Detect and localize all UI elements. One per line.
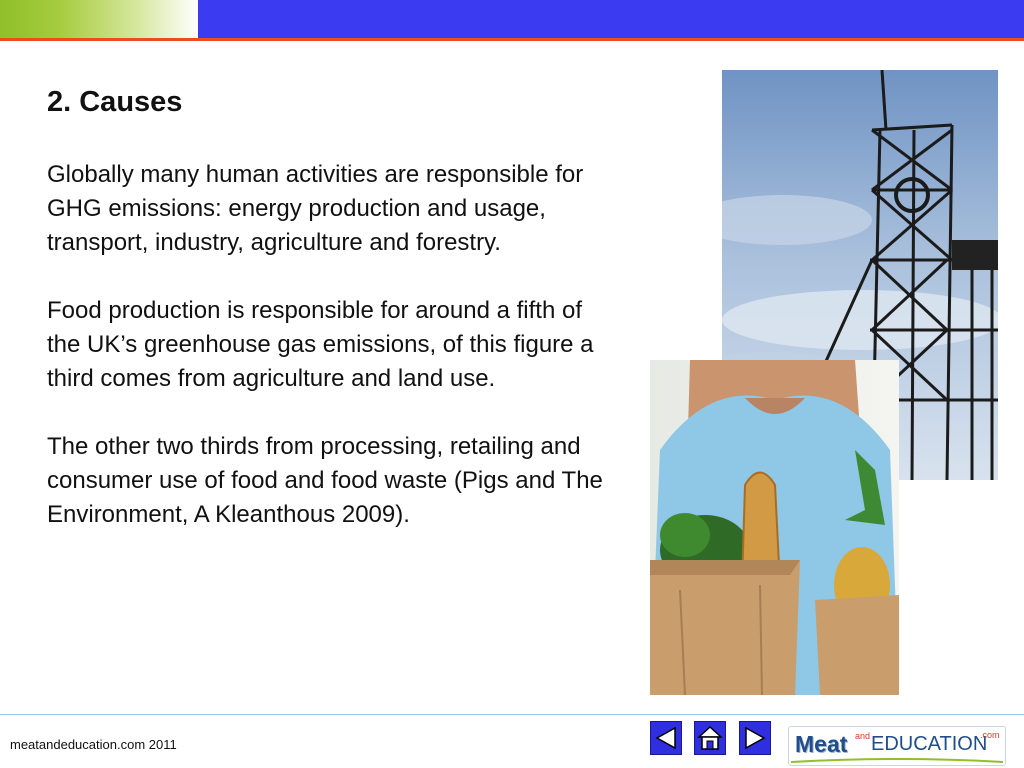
header-green-bar — [0, 0, 198, 38]
footer-rule — [0, 714, 1024, 715]
slide-body — [47, 158, 607, 566]
footer-copyright: meatandeducation.com 2011 — [10, 737, 177, 752]
shopper-photo — [650, 360, 899, 695]
home-button[interactable] — [694, 721, 726, 755]
logo-swoosh — [791, 758, 1003, 764]
body-paragraph: The other two thirds from processing, retailing and consumer use of food and food waste (Pigs and The Environment, A Kleanthous 2009). — [47, 433, 603, 528]
house-icon — [695, 722, 725, 754]
slide-title: 2. Causes — [47, 86, 183, 118]
logo-com-text: .com — [980, 730, 1000, 740]
body-paragraph: Globally many human activities are responsible for GHG emissions: energy production and usage, transport, industry, agriculture and forestry. — [47, 161, 584, 256]
logo-education-text: EDUCATION — [871, 733, 988, 755]
header-blue-bar — [198, 0, 1024, 38]
next-slide-button[interactable] — [739, 721, 771, 755]
logo-and-text: and — [855, 731, 871, 741]
triangle-left-icon — [651, 722, 681, 754]
header-red-rule — [0, 38, 1024, 41]
triangle-right-icon — [740, 722, 770, 754]
body-paragraph: Food production is responsible for around a fifth of the UK’s greenhouse gas emissions, of this figure a third comes from agriculture and land use. — [47, 297, 594, 392]
logo-meat-text: Meat — [795, 731, 848, 757]
meat-and-education-logo[interactable] — [788, 726, 1006, 766]
previous-slide-button[interactable] — [650, 721, 682, 755]
